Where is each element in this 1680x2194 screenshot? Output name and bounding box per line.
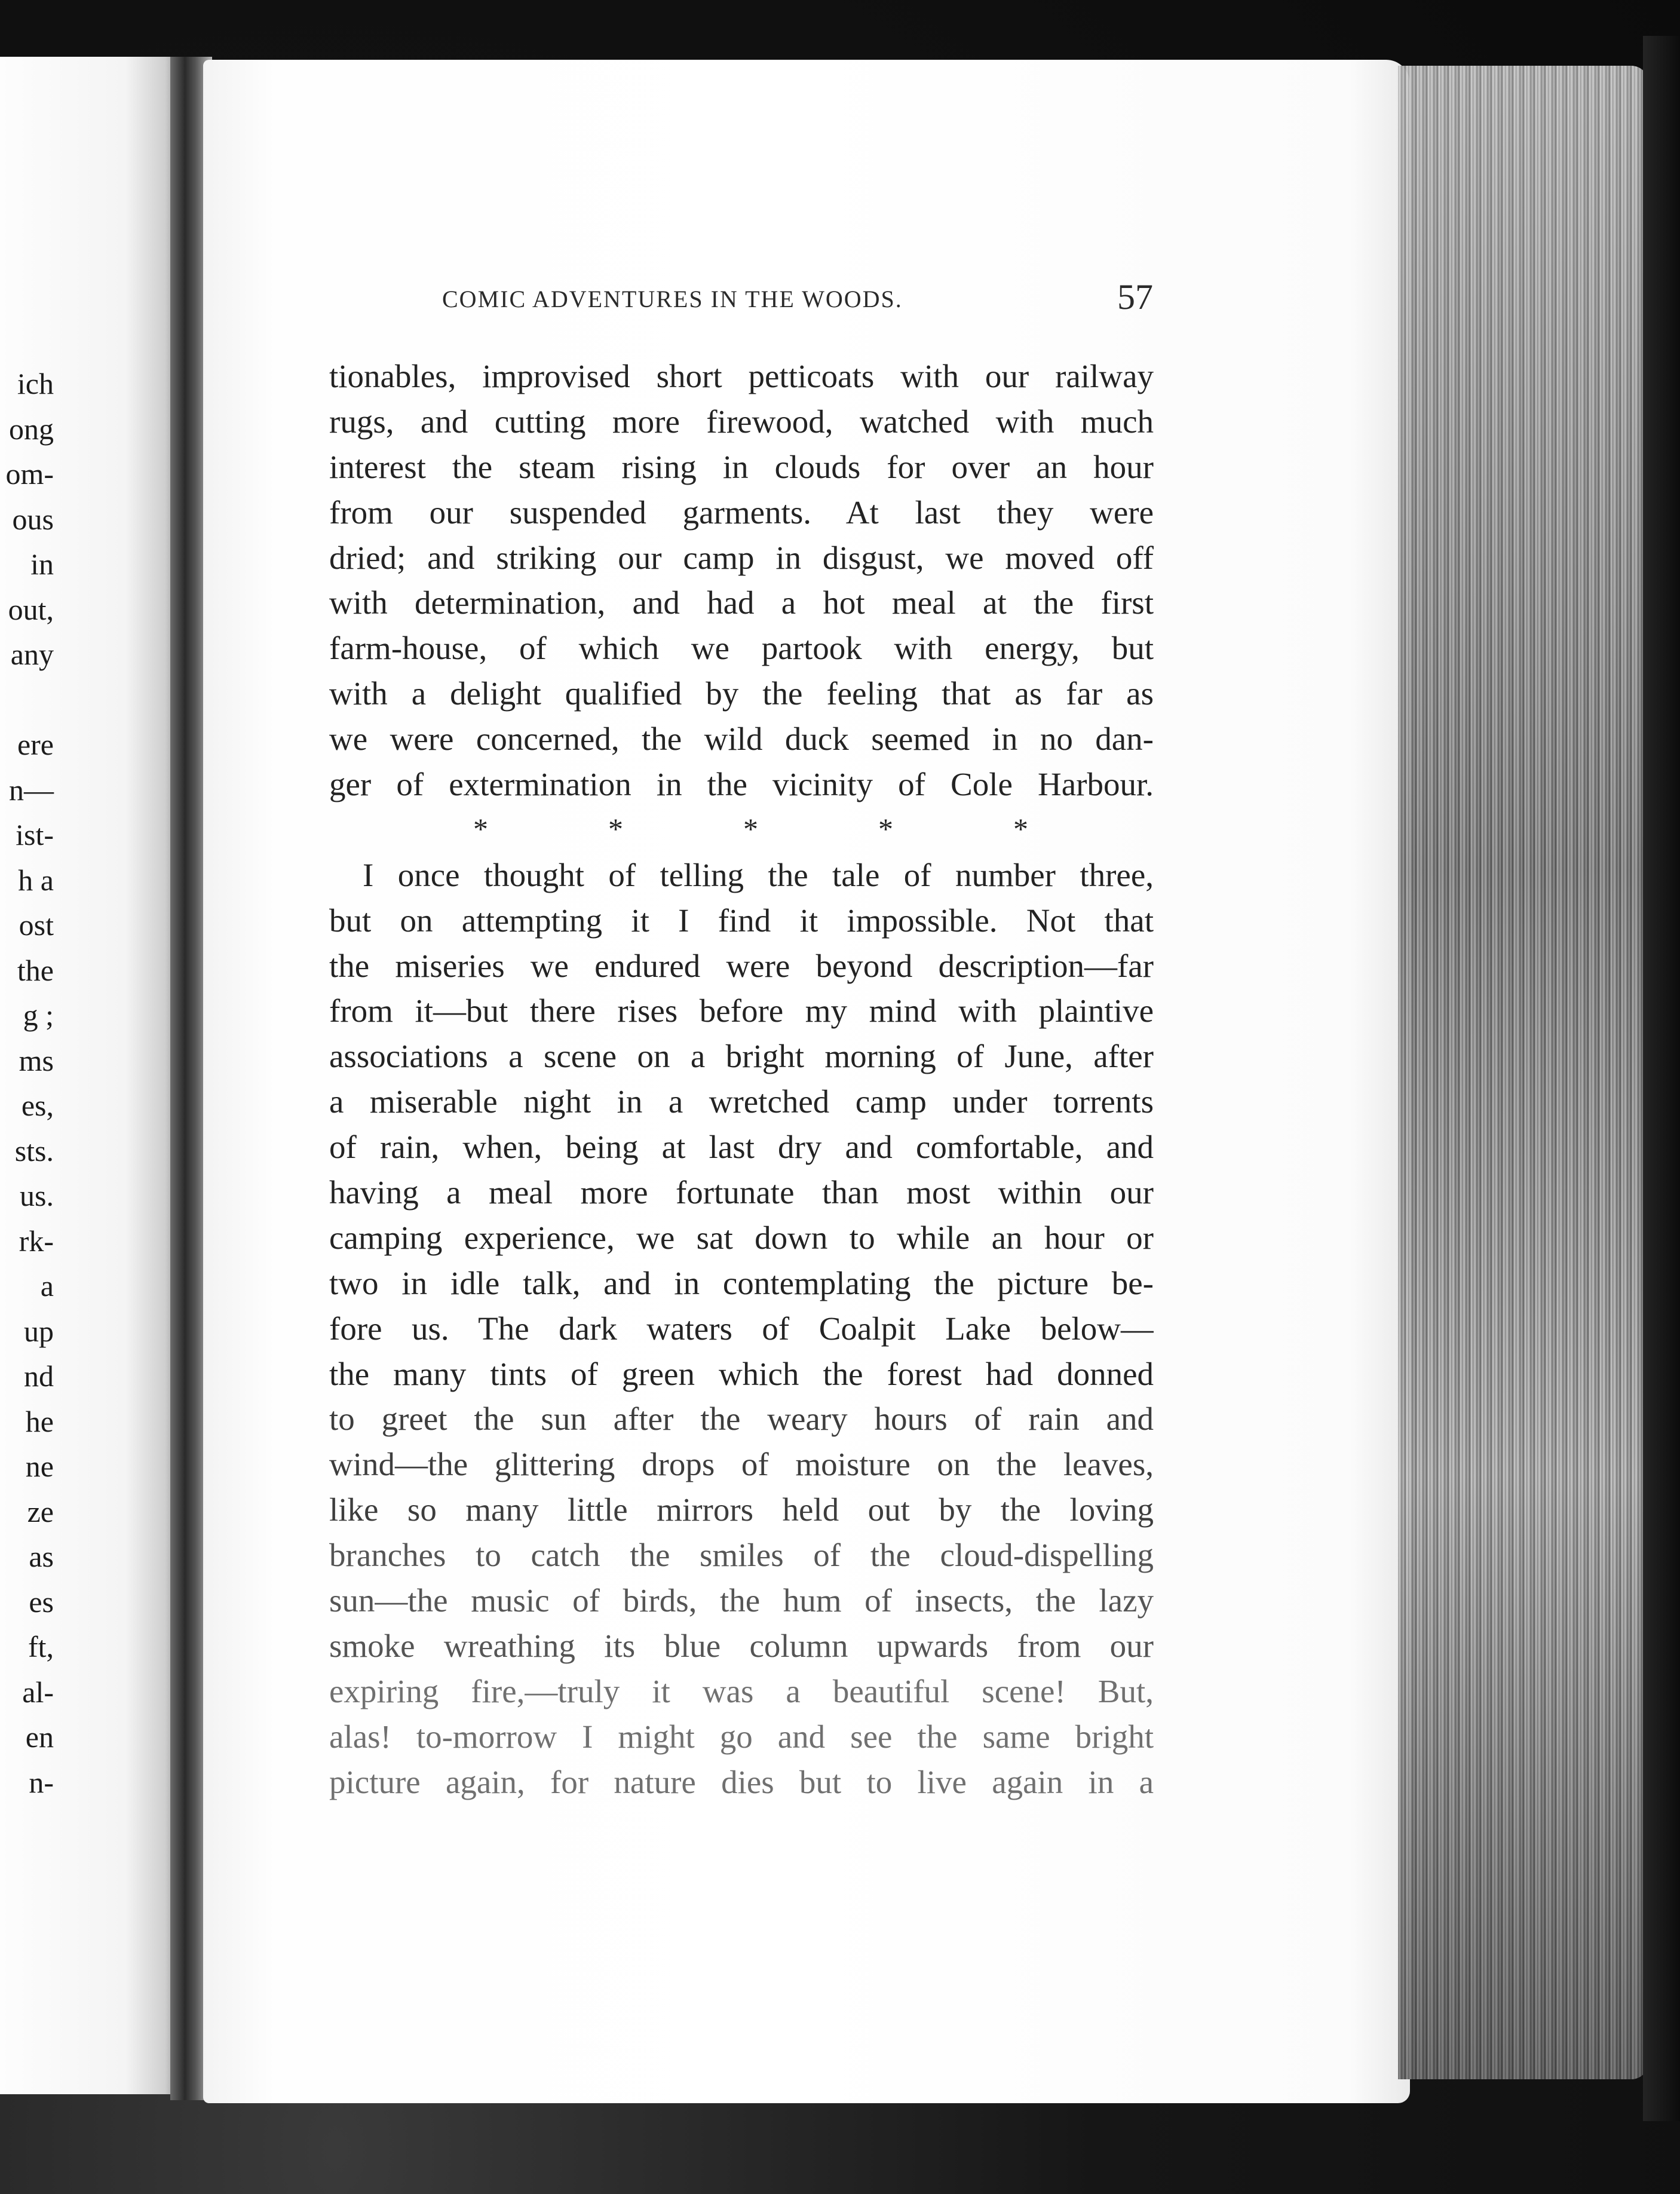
text-line: expiring fire,—truly it was a beautiful scene! But, — [329, 1672, 1154, 1709]
left-page-text-fragment: ne — [25, 1450, 54, 1483]
left-page-text-fragment: es, — [21, 1089, 54, 1122]
left-page-text-fragment: nd — [24, 1359, 54, 1393]
left-page-text-fragment: ze — [27, 1494, 54, 1528]
text-line: smoke wreathing its blue column upwards from our — [329, 1627, 1154, 1664]
left-page-text-fragment: he — [25, 1404, 54, 1438]
text-line: I once thought of telling the tale of number three, — [363, 856, 1154, 893]
text-line: but on attempting it I find it impossible. Not that — [329, 902, 1154, 939]
left-page-text-fragment: any — [10, 638, 54, 671]
text-line: the many tints of green which the forest had donned — [329, 1355, 1154, 1392]
text-line: alas! to-morrow I might go and see the same bright — [329, 1718, 1154, 1755]
left-page-text-fragment: sts. — [14, 1133, 54, 1168]
text-line: from our suspended garments. At last they were — [329, 494, 1154, 531]
text-line: a miserable night in a wretched camp under torrents — [329, 1083, 1154, 1120]
left-page-text-fragment: ich — [17, 367, 54, 400]
section-separator — [329, 807, 1154, 853]
text-line: dried; and striking our camp in disgust, we moved off — [329, 539, 1154, 576]
asterisk: * — [608, 811, 623, 845]
left-page-text-fragment: g ; — [23, 998, 54, 1032]
text-line: two in idle talk, and in contemplating the picture be- — [329, 1264, 1154, 1301]
text-line: ger of extermination in the vicinity of Cole Harbour. — [329, 766, 1154, 803]
left-page-text-fragment: al- — [22, 1675, 54, 1709]
paragraph — [329, 853, 1154, 1805]
running-head — [442, 272, 1153, 320]
text-line: picture again, for nature dies but to live again in a — [329, 1763, 1154, 1800]
left-page-text-fragment: the — [17, 953, 54, 987]
text-line: branches to catch the smiles of the cloud-dispelling — [329, 1537, 1154, 1574]
left-page-text-fragment: ist- — [16, 818, 54, 851]
asterisk: * — [473, 811, 488, 845]
page-block-edge — [1398, 66, 1649, 2079]
text-line: rugs, and cutting more firewood, watched with much — [329, 403, 1154, 440]
left-page-text-fragment: up — [24, 1314, 54, 1348]
left-page-text-fragment: ft, — [27, 1630, 54, 1663]
text-line: the miseries we endured were beyond description—far — [329, 947, 1154, 984]
asterisk: * — [878, 811, 893, 845]
left-page-text-fragment: in — [30, 547, 54, 581]
text-line: tionables, improvised short petticoats with our railway — [329, 358, 1154, 394]
left-page-text-fragment: es — [29, 1585, 54, 1619]
left-page-text-fragment: ong — [9, 412, 54, 446]
text-line: camping experience, we sat down to while an hour or — [329, 1219, 1154, 1256]
cover-edge — [1643, 36, 1680, 2121]
left-page-edge — [0, 57, 179, 2094]
text-line: sun—the music of birds, the hum of insects, the lazy — [329, 1582, 1154, 1619]
left-page-text-fragment: en — [25, 1720, 54, 1754]
page-number: 57 — [1117, 277, 1153, 317]
text-line: associations a scene on a bright morning of June, after — [329, 1038, 1154, 1075]
left-page-text-fragment: n— — [9, 773, 54, 807]
text-line: wind—the glittering drops of moisture on the leaves, — [329, 1446, 1154, 1483]
asterisk: * — [743, 811, 758, 845]
paragraph — [329, 354, 1154, 807]
left-page-text-fragment: out, — [8, 592, 54, 626]
left-page-text-fragment: rk- — [19, 1224, 54, 1258]
text-line: farm-house, of which we partook with energy, but — [329, 630, 1154, 667]
asterisk: * — [1013, 811, 1028, 845]
left-page-text-fragment: ous — [12, 502, 54, 536]
left-page-text-fragment: ms — [19, 1043, 54, 1077]
body-text — [329, 354, 1154, 1805]
text-line: with determination, and had a hot meal at the first — [329, 584, 1154, 621]
text-line: to greet the sun after the weary hours of rain and — [329, 1401, 1154, 1438]
left-page-text-fragment: n- — [29, 1765, 54, 1799]
left-page-text-fragment: ost — [19, 908, 54, 942]
text-line: of rain, when, being at last dry and comfortable, and — [329, 1129, 1154, 1166]
left-page-text-fragment: h a — [18, 863, 54, 897]
text-line: we were concerned, the wild duck seemed in no dan- — [329, 721, 1154, 758]
left-page-text-fragment: a — [40, 1269, 54, 1303]
left-page-text-fragment: om- — [5, 457, 54, 491]
text-line: interest the steam rising in clouds for over an hour — [329, 448, 1154, 485]
text-line: like so many little mirrors held out by the loving — [329, 1491, 1154, 1528]
running-title: COMIC ADVENTURES IN THE WOODS. — [442, 286, 903, 312]
left-page-text-fragment: ere — [17, 728, 54, 761]
left-page-text-fragment: us. — [20, 1179, 54, 1212]
left-page-text-fragment: as — [29, 1540, 54, 1573]
text-line: with a delight qualified by the feeling that as far as — [329, 675, 1154, 712]
text-line: fore us. The dark waters of Coalpit Lake below— — [329, 1310, 1154, 1347]
text-line: having a meal more fortunate than most within our — [329, 1174, 1154, 1211]
text-line: from it—but there rises before my mind with plaintive — [329, 992, 1154, 1029]
